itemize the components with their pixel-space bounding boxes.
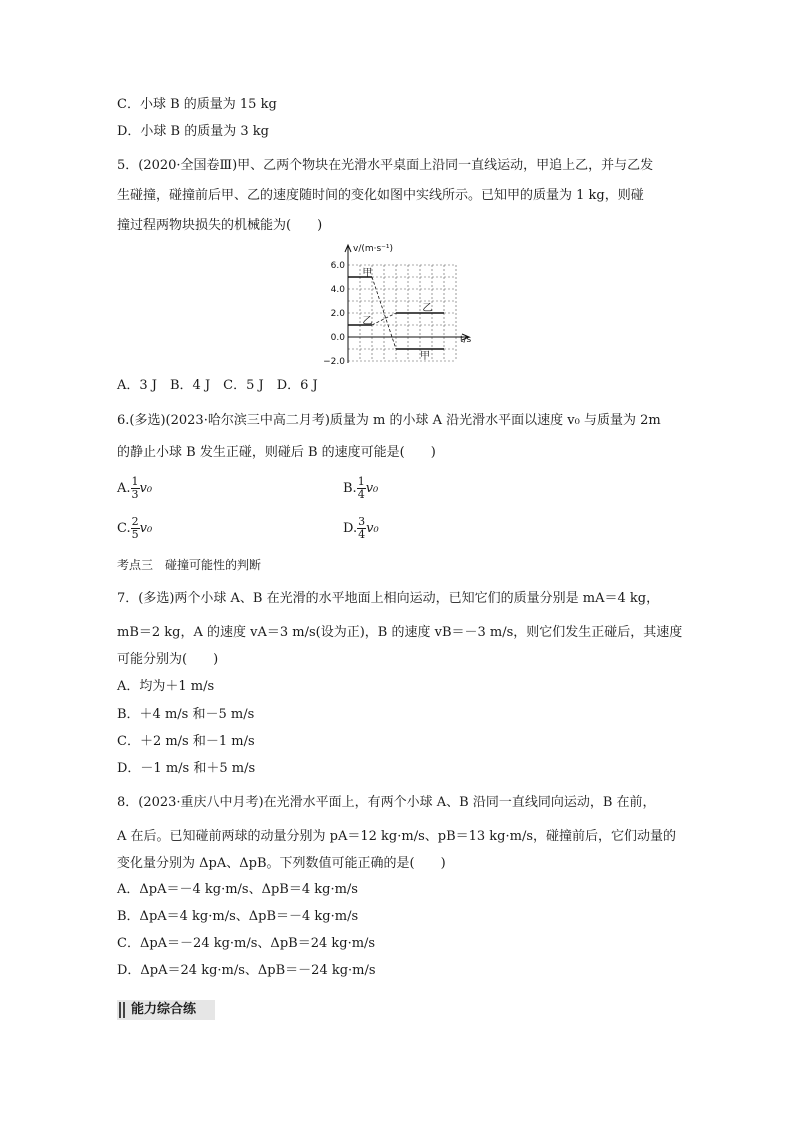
q4-option-d: D．小球 B 的质量为 3 kg — [117, 124, 269, 139]
q5-stem-line2: 生碰撞，碰撞前后甲、乙的速度随时间的变化如图中实线所示。已知甲的质量为 1 kg，则碰 — [117, 188, 644, 203]
q6-option-c: C. $\frac{2}{5}$ v₀ — [117, 515, 153, 541]
y-tick-label: 4.0 — [330, 285, 345, 295]
q7-option-b: B．＋4 m/s 和－5 m/s — [117, 707, 255, 722]
q6-stem-line1: 6.(多选)(2023·哈尔滨三中高二月考)质量为 m 的小球 A 沿光滑水平面以速度 v₀ 与质量为 2m — [117, 413, 661, 428]
q7-option-c: C．＋2 m/s 和－1 m/s — [117, 734, 255, 749]
q8-option-a: A．ΔpA＝－4 kg·m/s、ΔpB＝4 kg·m/s — [117, 882, 358, 897]
series-label: 乙 — [422, 303, 433, 314]
q7-stem-line3: 可能分别为( ) — [117, 652, 219, 667]
q5-stem-line1: 5．(2020·全国卷Ⅲ)甲、乙两个物块在光滑水平桌面上沿同一直线运动，甲追上乙，并与乙发 — [117, 158, 654, 173]
x-axis-label: t/s — [460, 335, 472, 345]
q6-option-d: D. $\frac{3}{4}$ v₀ — [343, 515, 379, 541]
section-bar-icon — [119, 1002, 125, 1018]
y-axis-label: v/(m·s⁻¹) — [353, 244, 394, 254]
q8-stem-line1: 8．(2023·重庆八中月考)在光滑水平面上，有两个小球 A、B 沿同一直线同向运动，B 在前， — [117, 795, 656, 810]
y-tick-label: 6.0 — [330, 261, 345, 271]
velocity-time-chart — [318, 240, 488, 370]
section-header — [117, 1000, 215, 1020]
q5-options: A．3 J B．4 J C．5 J D．6 J — [117, 378, 318, 393]
series-label: 甲 — [362, 268, 373, 279]
series-label: 乙 — [362, 316, 373, 327]
q7-option-d: D．－1 m/s 和＋5 m/s — [117, 761, 256, 776]
q7-option-a: A．均为＋1 m/s — [117, 679, 215, 694]
q6-option-b: B. $\frac{1}{4}$ v₀ — [343, 475, 379, 501]
q7-stem-line2: mB＝2 kg，A 的速度 vA＝3 m/s(设为正)，B 的速度 vB＝－3 m/s，则它们发生正碰后，其速度 — [117, 625, 683, 640]
kaodian-heading: 考点三 碰撞可能性的判断 — [117, 558, 262, 572]
q8-option-c: C．ΔpA＝－24 kg·m/s、ΔpB＝24 kg·m/s — [117, 936, 376, 951]
q7-stem-line1: 7．(多选)两个小球 A、B 在光滑的水平地面上相向运动，已知它们的质量分别是 mA＝4 kg， — [117, 591, 660, 606]
q4-option-c: C．小球 B 的质量为 15 kg — [117, 97, 277, 112]
q5-stem-line3: 撞过程两物块损失的机械能为( ) — [117, 218, 323, 233]
q8-option-b: B．ΔpA＝4 kg·m/s、ΔpB＝－4 kg·m/s — [117, 909, 359, 924]
q6-stem-line2: 的静止小球 B 发生正碰，则碰后 B 的速度可能是( ) — [117, 445, 436, 460]
q8-stem-line3: 变化量分别为 ΔpA、ΔpB。下列数值可能正确的是( ) — [117, 856, 446, 871]
section-title: 能力综合练 — [131, 1002, 197, 1017]
y-tick-label: 0.0 — [330, 333, 345, 343]
q8-stem-line2: A 在后。已知碰前两球的动量分别为 pA＝12 kg·m/s、pB＝13 kg·m/s，碰撞前后，它们动量的 — [117, 829, 677, 844]
series-label: 甲 — [420, 351, 430, 362]
y-tick-label: −2.0 — [323, 357, 345, 367]
q8-option-d: D．ΔpA＝24 kg·m/s、ΔpB＝－24 kg·m/s — [117, 963, 376, 978]
y-tick-label: 2.0 — [330, 309, 345, 319]
q6-option-a: A. $\frac{1}{3}$ v₀ — [117, 475, 153, 501]
